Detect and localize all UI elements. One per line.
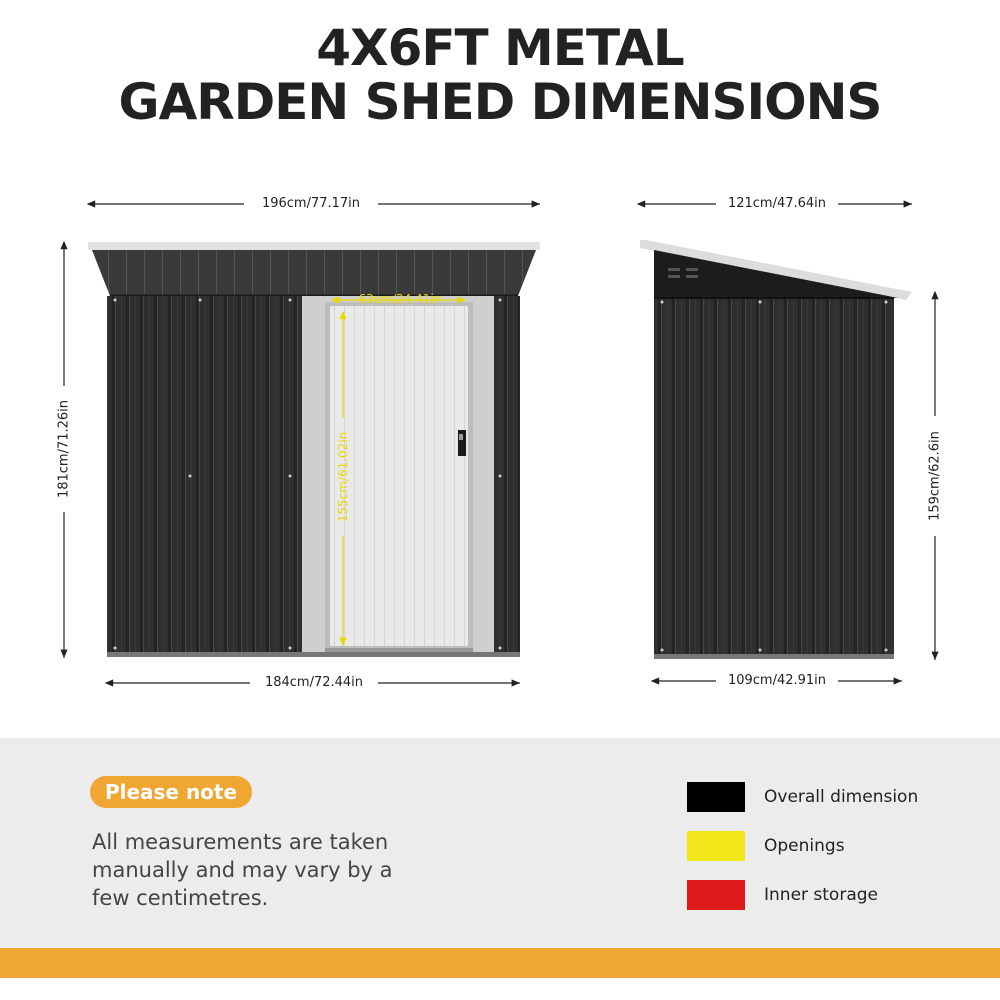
front-base	[107, 652, 520, 657]
side-height-label: 159cm/62.6in	[927, 431, 943, 521]
side-wall	[654, 298, 894, 654]
front-roof-underside	[92, 250, 536, 296]
legend-swatch-openings	[687, 831, 745, 861]
side-view-shed	[640, 240, 912, 659]
footer-accent-strip	[0, 948, 1000, 978]
front-top-width-label: 196cm/77.17in	[261, 196, 361, 211]
legend-label-openings: Openings	[764, 836, 845, 856]
front-view-shed	[88, 242, 540, 657]
legend-swatch-overall	[687, 782, 745, 812]
legend-label-inner-storage: Inner storage	[764, 885, 878, 905]
note-text: All measurements are taken manually and may vary by a few centimetres.	[92, 830, 393, 910]
page-title-line-2: GARDEN SHED DIMENSIONS	[118, 73, 882, 131]
legend-label-overall: Overall dimension	[764, 787, 919, 807]
side-base-depth-label: 109cm/42.91in	[727, 673, 827, 688]
front-roof-trim	[88, 242, 540, 250]
front-height-label: 181cm/71.26in	[56, 399, 72, 499]
front-base-width-label: 184cm/72.44in	[264, 675, 364, 690]
door-height-label: 155cm/61.02in	[336, 431, 350, 523]
please-note-badge: Please note	[90, 776, 252, 808]
door-handle	[458, 430, 466, 456]
page-title-line-1: 4X6FT METAL	[316, 19, 684, 77]
side-top-depth-label: 121cm/47.64in	[727, 196, 827, 211]
door-width-label: 63cm/24.41in	[358, 292, 442, 306]
door-panel	[330, 306, 468, 646]
side-base	[654, 654, 894, 659]
legend-swatch-inner-storage	[687, 880, 745, 910]
